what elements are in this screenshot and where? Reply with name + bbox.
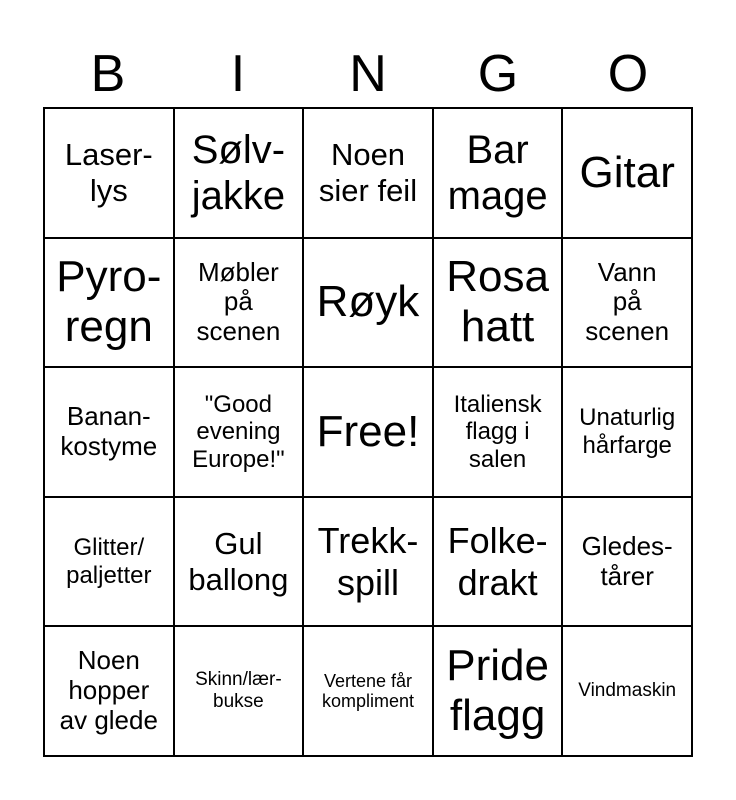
bingo-cell[interactable] <box>174 238 304 368</box>
bingo-cell[interactable] <box>303 626 433 756</box>
cell-text: Italiensk flagg i salen <box>453 390 542 473</box>
bingo-cell[interactable] <box>562 108 692 238</box>
header-letter-n: N <box>349 45 387 103</box>
bingo-cell[interactable] <box>562 367 692 497</box>
cell-text: Rosa hatt <box>446 251 549 352</box>
cell-text: Gledes- tårer <box>581 530 673 591</box>
cell-text: Gul ballong <box>188 525 289 597</box>
cell-text: Røyk <box>316 277 420 327</box>
cell-text: Noen hopper av glede <box>59 645 158 736</box>
bingo-cell[interactable] <box>44 108 174 238</box>
cell-text: Glitter/ paljetter <box>66 534 152 589</box>
bingo-cell[interactable] <box>433 497 563 627</box>
bingo-cell[interactable] <box>562 626 692 756</box>
bingo-cell[interactable] <box>174 497 304 627</box>
cell-text: Pride flagg <box>446 640 549 741</box>
cell-text: Møbler på scenen <box>196 256 281 347</box>
bingo-cell[interactable] <box>433 367 563 497</box>
bingo-cell[interactable] <box>303 108 433 238</box>
cell-text: Pyro- regn <box>56 251 162 352</box>
bingo-cell[interactable] <box>174 626 304 756</box>
cell-text: Bar mage <box>447 127 548 218</box>
bingo-cell[interactable] <box>433 626 563 756</box>
header-letter-g: G <box>477 45 519 103</box>
bingo-cell[interactable] <box>174 108 304 238</box>
cell-text: Trekk- spill <box>317 520 419 603</box>
bingo-cell[interactable] <box>433 108 563 238</box>
cell-text: Free! <box>316 406 420 456</box>
cell-text: Sølv- jakke <box>191 127 286 218</box>
bingo-cell[interactable] <box>562 497 692 627</box>
cell-text: "Good evening Europe!" <box>192 390 285 473</box>
bingo-cell[interactable] <box>44 626 174 756</box>
cell-text: Vann på scenen <box>585 256 670 347</box>
cell-text: Skinn/lær- bukse <box>195 669 282 713</box>
header-letter-o: O <box>607 45 649 103</box>
bingo-cell[interactable] <box>303 367 433 497</box>
bingo-cell[interactable] <box>433 238 563 368</box>
bingo-cell[interactable] <box>562 238 692 368</box>
header-letter-b: B <box>90 45 126 103</box>
bingo-cell[interactable] <box>44 497 174 627</box>
cell-text: Vertene får kompliment <box>321 670 414 712</box>
bingo-cell[interactable] <box>303 497 433 627</box>
bingo-cell[interactable] <box>303 238 433 368</box>
cell-text: Vindmaskin <box>578 680 677 702</box>
bingo-cell[interactable] <box>44 367 174 497</box>
cell-text: Laser- lys <box>64 137 153 208</box>
cell-text: Gitar <box>579 147 675 197</box>
cell-text: Noen sier feil <box>318 137 418 208</box>
bingo-cell[interactable] <box>174 367 304 497</box>
bingo-cell[interactable] <box>44 238 174 368</box>
cell-text: Banan- kostyme <box>60 401 158 461</box>
cell-text: Folke- drakt <box>447 520 548 603</box>
cell-text: Unaturlig hårfarge <box>579 404 676 459</box>
header-letter-i: I <box>230 45 246 103</box>
bingo-header <box>43 40 693 108</box>
bingo-grid <box>43 107 693 757</box>
